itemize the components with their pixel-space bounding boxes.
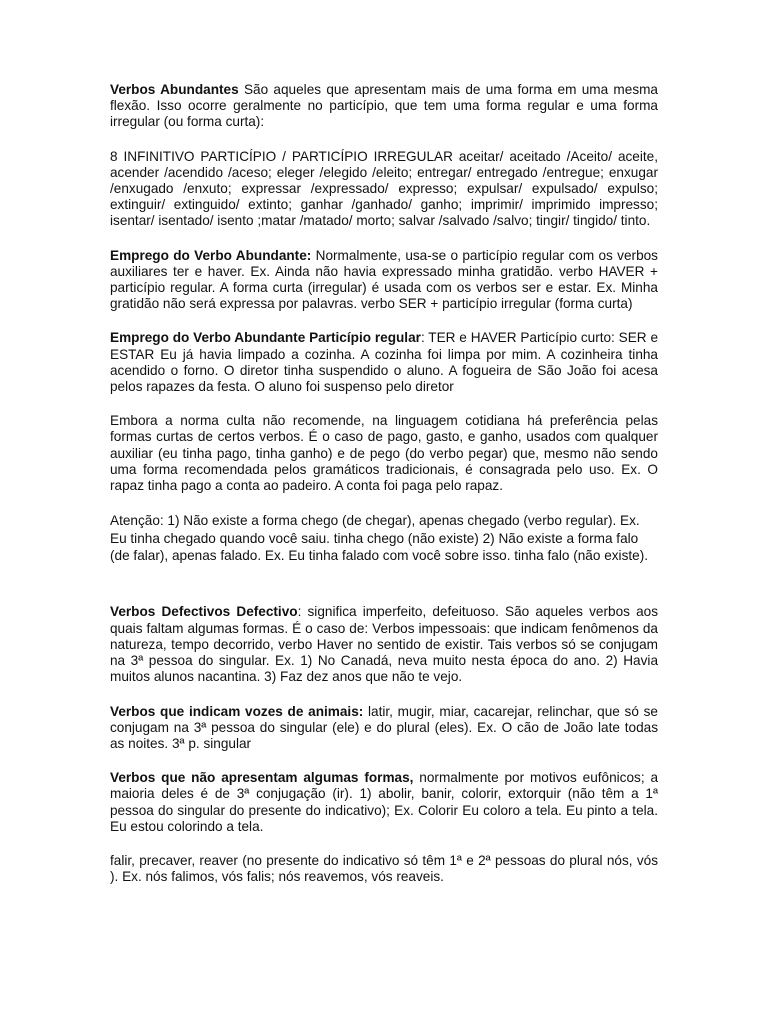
paragraph-text: falir, precaver, reaver (no presente do indicativo só têm 1ª e 2ª pessoas do plural nós, vós ). Ex. nós falimos, vós falis; nós reavemos, vós reaveis. [110, 852, 658, 885]
paragraph-nao-apresentam-formas [110, 770, 658, 835]
paragraph-heading: Emprego do Verbo Abundante: [110, 247, 312, 263]
paragraph-heading: Emprego do Verbo Abundante Particípio regular [110, 330, 421, 346]
paragraph-text: Embora a norma culta não recomende, na linguagem cotidiana há preferência pelas formas curtas de certos verbos. É o caso de pago, gasto, e ganho, usados com qualquer auxiliar (eu tinha pago, tinha ganho) e de pego (do verbo pegar) que, mesmo não sendo uma forma recomendada pelos gramáticos tradicionais, é consagrada pelo uso. Ex. O rapaz tinha pago a conta ao padeiro. A conta foi paga pelo rapaz. [110, 413, 658, 494]
paragraph-text: São aqueles que apresentam mais de uma forma em uma mesma flexão. Isso ocorre geralmente no particípio, que tem uma forma regular e uma forma irregular (ou forma curta): [110, 82, 658, 130]
paragraph-text: : TER e HAVER Particípio curto: SER e ESTAR Eu já havia limpado a cozinha. A cozinha foi limpa por mim. A cozinheira tinha acendido o forno. O diretor tinha suspendido o aluno. A fogueira de São João foi acesa pelos rapazes da festa. O aluno foi suspenso pelo diretor [110, 330, 658, 395]
paragraph-participio-list [110, 149, 658, 230]
paragraph-text: latir, mugir, miar, cacarejar, relinchar, que só se conjugam na 3ª pessoa do singular (ele) e do plural (eles). Ex. O cão de João late todas as noites. 3ª p. singular [110, 703, 658, 751]
paragraph-emprego [110, 248, 658, 313]
paragraph-text: Normalmente, usa-se o particípio regular com os verbos auxiliares ter e haver. Ex. Ainda não havia expressado minha gratidão. verbo HAVER + particípio regular. A forma curta (irregular) é usada com os verbos ser e estar. Ex. Minha gratidão não será expressa por palavras. verbo SER + particípio irregular (forma curta) [110, 247, 658, 312]
paragraph-falir-precaver [110, 853, 658, 885]
paragraph-text: 8 INFINITIVO PARTICÍPIO / PARTICÍPIO IRREGULAR aceitar/ aceitado /Aceito/ aceite, acender /acendido /aceso; eleger /elegido /eleito; entregar/ entregado /entregue; enxugar /enxugado /enxuto; expressar /expressado/ expresso; expulsar/ expulsado/ expulso; extinguir/ extinguido/ extinto; ganhar /ganhado/ ganho; imprimir/ imprimido impresso; isentar/ isentado/ isento ;matar /matado/ morto; salvar /salvado /salvo; tingir/ tingido/ tinto. [110, 148, 658, 229]
paragraph-atencao [110, 512, 658, 564]
paragraph-heading: Verbos que não apresentam algumas formas, [110, 770, 414, 786]
paragraph-text: normalmente por motivos eufônicos; a maioria deles é de 3ª conjugação (ir). 1) abolir, banir, colorir, extorquir (não têm a 1ª pessoa do singular do presente do indicativo); Ex. Colorir Eu coloro a tela. Eu pinto a tela. Eu estou colorindo a tela. [110, 770, 659, 834]
paragraph-text: Atenção: 1) Não existe a forma chego (de chegar), apenas chegado (verbo regular). Ex. Eu tinha chegado quando você saiu. tinha chego (não existe) 2) Não existe a forma falo (de falar), apenas falado. Ex. Eu tinha falado com você sobre isso. tinha falo (não existe). [110, 513, 649, 564]
paragraph-vozes-animais [110, 704, 658, 753]
document-page [110, 82, 658, 903]
paragraph-heading: Verbos Defectivos Defectivo [110, 604, 298, 620]
paragraph-text: : significa imperfeito, defeituoso. São aqueles verbos aos quais faltam algumas formas. É o caso de: Verbos impessoais: que indicam fenômenos da natureza, tempo decorrido, verbo Haver no sentido de existir. Tais verbos só se conjugam na 3ª pessoa do singular. Ex. 1) No Canadá, neva muito nesta época do ano. 2) Havia muitos alunos nacantina. 3) Faz dez anos que não te vejo. [110, 604, 658, 685]
paragraph-heading: Verbos Abundantes [110, 82, 239, 97]
paragraph-norma-culta [110, 413, 658, 494]
paragraph-heading: Verbos que indicam vozes de animais: [110, 703, 364, 719]
paragraph-emprego-participio-regular [110, 330, 658, 395]
paragraph-verbos-abundantes [110, 82, 658, 131]
paragraph-verbos-defectivos [110, 604, 658, 685]
